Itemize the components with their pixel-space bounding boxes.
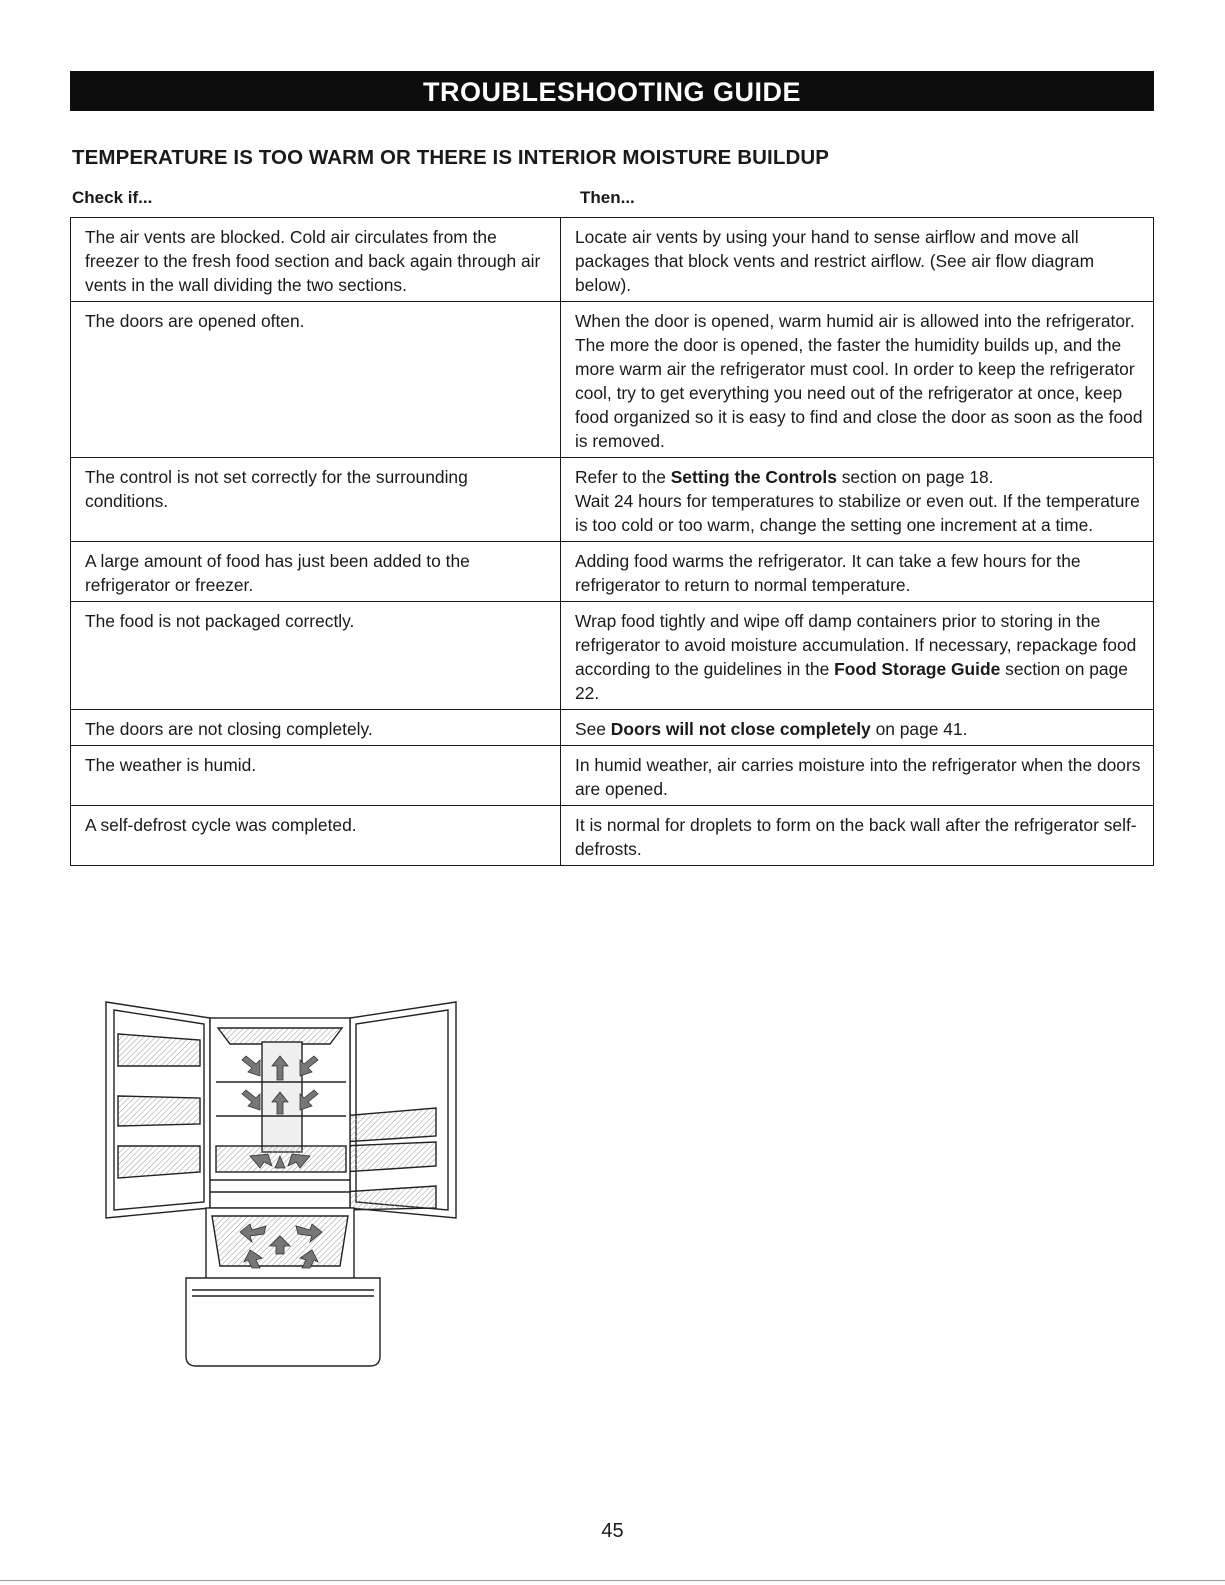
then-cell — [561, 746, 1154, 806]
then-cell — [561, 218, 1154, 302]
check-if-cell: A self-defrost cycle was completed. — [71, 806, 561, 866]
then-cell — [561, 806, 1154, 866]
table-row — [71, 542, 1154, 602]
check-if-cell: The weather is humid. — [71, 746, 561, 806]
then-text: section on page 22. — [575, 659, 1128, 703]
check-if-cell: The air vents are blocked. Cold air circulates from the freezer to the fresh food section and back again through air vents in the wall dividing the two sections. — [71, 218, 561, 302]
then-cell — [561, 602, 1154, 710]
then-line — [575, 465, 1143, 489]
bold-reference: Food Storage Guide — [834, 659, 1001, 679]
then-text: Adding food warms the refrigerator. It can take a few hours for the refrigerator to return to normal temperature. — [575, 551, 1081, 595]
then-cell — [561, 542, 1154, 602]
then-text: See — [575, 719, 611, 739]
table-row — [71, 746, 1154, 806]
table-row — [71, 602, 1154, 710]
then-line — [575, 753, 1143, 801]
check-if-cell: The food is not packaged correctly. — [71, 602, 561, 710]
then-line — [575, 309, 1143, 453]
table-row — [71, 458, 1154, 542]
then-line — [575, 813, 1143, 861]
table-row — [71, 806, 1154, 866]
section-title: TEMPERATURE IS TOO WARM OR THERE IS INTERIOR MOISTURE BUILDUP — [72, 146, 830, 169]
bold-reference: Doors will not close completely — [610, 719, 871, 739]
then-line — [575, 549, 1143, 597]
then-text: Wrap food tightly and wipe off damp containers prior to storing in the refrigerator to avoid moisture accumulation. If necessary, repackage food according to the guidelines in the — [575, 611, 1137, 679]
then-text: on page 41. — [870, 719, 968, 739]
table-row — [71, 710, 1154, 746]
then-text: section on page 18. — [836, 467, 994, 487]
troubleshooting-table — [70, 217, 1154, 866]
then-line — [575, 717, 1143, 741]
then-text: When the door is opened, warm humid air is allowed into the refrigerator. The more the door is opened, the faster the humidity builds up, and the more warm air the refrigerator must cool. In order to keep the refrigerator cool, try to get everything you need out of the refrigerator at once, keep food organized so it is easy to find and close the door as soon as the food is removed. — [575, 311, 1143, 451]
bold-reference: Setting the Controls — [670, 467, 837, 487]
then-cell — [561, 458, 1154, 542]
check-if-cell: The doors are not closing completely. — [71, 710, 561, 746]
airflow-diagram — [100, 996, 462, 1381]
check-if-cell: A large amount of food has just been added to the refrigerator or freezer. — [71, 542, 561, 602]
then-text: Locate air vents by using your hand to sense airflow and move all packages that block vents and restrict airflow. (See air flow diagram below). — [575, 227, 1095, 295]
page-number: 45 — [601, 1520, 624, 1542]
then-line — [575, 225, 1143, 297]
check-if-cell: The control is not set correctly for the surrounding conditions. — [71, 458, 561, 542]
then-text: It is normal for droplets to form on the back wall after the refrigerator self-defrosts. — [575, 815, 1137, 859]
check-if-cell: The doors are opened often. — [71, 302, 561, 458]
table-row — [71, 302, 1154, 458]
banner-title: TROUBLESHOOTING GUIDE — [70, 71, 1154, 111]
table-row — [71, 218, 1154, 302]
then-header: Then... — [580, 188, 635, 207]
then-text: Refer to the — [575, 467, 671, 487]
then-text: In humid weather, air carries moisture into the refrigerator when the doors are opened. — [575, 755, 1141, 799]
check-if-header: Check if... — [72, 188, 153, 207]
then-cell — [561, 710, 1154, 746]
bottom-divider — [0, 1580, 1225, 1581]
then-line — [575, 489, 1143, 537]
then-text: Wait 24 hours for temperatures to stabilize or even out. If the temperature is too cold or too warm, change the setting one increment at a time. — [575, 491, 1140, 535]
then-cell — [561, 302, 1154, 458]
then-line — [575, 609, 1143, 705]
